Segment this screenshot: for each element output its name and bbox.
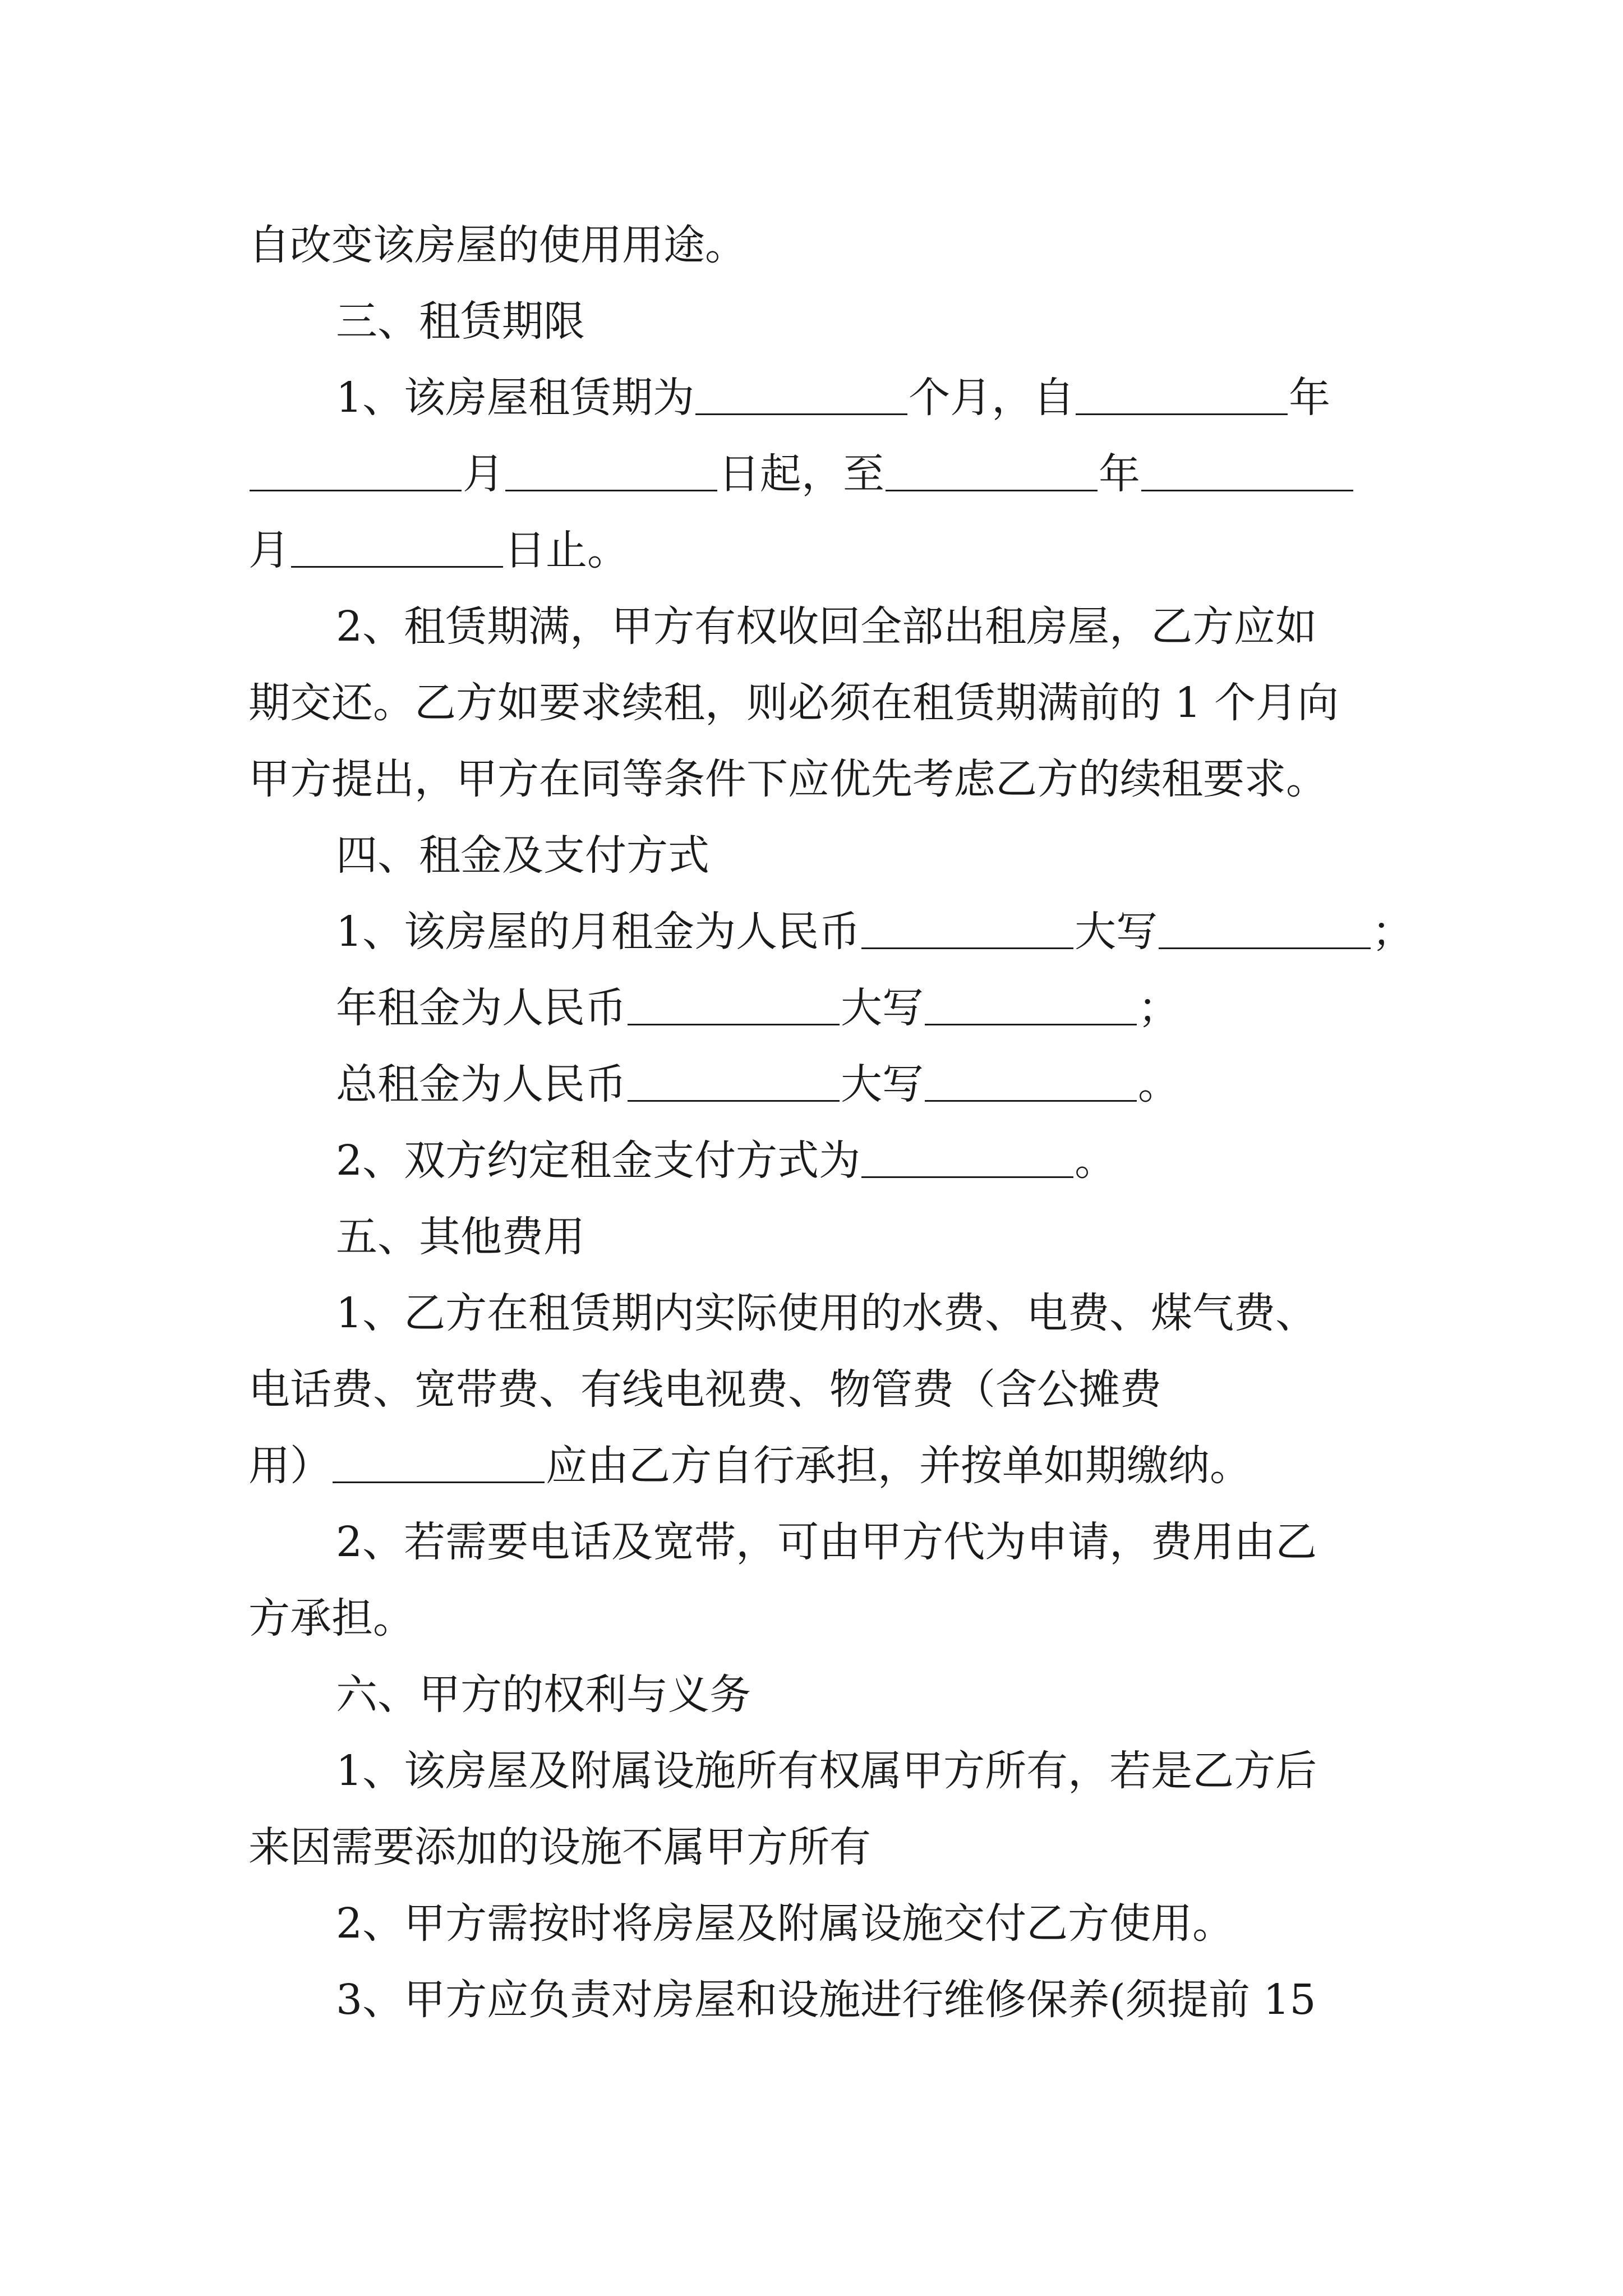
text: 3、甲方应负责对房屋和设施进行维修保养(须提前 15 <box>336 1976 1316 2024</box>
paragraph-line <box>336 1893 1234 1954</box>
text: 大写 <box>1075 908 1158 956</box>
lease-term-line <box>248 443 1354 505</box>
text: 日止。 <box>504 526 629 574</box>
paragraph-line <box>336 1740 1317 1802</box>
text: 年租金为人民币 <box>336 984 626 1032</box>
text: 。 <box>1138 1060 1179 1108</box>
text: 2、双方约定租金支付方式为 <box>336 1137 861 1185</box>
blank-field[interactable] <box>333 1440 545 1483</box>
blank-field[interactable] <box>695 372 907 415</box>
text: 六、甲方的权利与义务 <box>336 1671 751 1719</box>
text: 总租金为人民币 <box>336 1060 626 1108</box>
text: 2、租赁期满，甲方有权收回全部出租房屋，乙方应如 <box>336 602 1317 651</box>
section-heading <box>336 291 585 352</box>
text: ； <box>1138 984 1179 1032</box>
lease-term-line <box>336 367 1330 429</box>
text: 年 <box>1099 450 1140 498</box>
text: 年 <box>1289 374 1331 422</box>
blank-field[interactable] <box>628 982 840 1025</box>
paragraph-line <box>248 672 1339 734</box>
text: 用） <box>248 1442 331 1490</box>
blank-field[interactable] <box>291 524 503 568</box>
paragraph-line <box>248 748 1327 810</box>
rent-line <box>336 1053 1179 1115</box>
text: 日起，至 <box>718 450 884 498</box>
paragraph-line <box>336 596 1317 657</box>
paragraph-line <box>248 1588 414 1649</box>
blank-field[interactable] <box>861 1135 1073 1178</box>
text: 四、租金及支付方式 <box>336 831 709 880</box>
paragraph-line <box>336 1282 1317 1344</box>
paragraph-line <box>336 1969 1316 2031</box>
text: 月 <box>248 526 290 574</box>
text: 来因需要添加的设施不属甲方所有 <box>248 1823 871 1871</box>
blank-field[interactable] <box>1141 448 1353 491</box>
text: 2、甲方需按时将房屋及附属设施交付乙方使用。 <box>336 1899 1234 1948</box>
paragraph-line <box>248 1359 1161 1420</box>
text: 五、其他费用 <box>336 1213 585 1261</box>
text: 。 <box>1075 1137 1117 1185</box>
text: 甲方提出，甲方在同等条件下应优先考虑乙方的续租要求。 <box>248 755 1327 803</box>
blank-field[interactable] <box>505 448 717 491</box>
text: 月 <box>463 450 504 498</box>
paragraph-line <box>336 1511 1317 1573</box>
text: 大写 <box>841 984 924 1032</box>
blank-field[interactable] <box>925 1059 1137 1102</box>
text: ； <box>1372 908 1414 956</box>
rent-line <box>336 901 1413 963</box>
text: 1、该房屋租赁期为 <box>336 374 695 422</box>
blank-field[interactable] <box>250 448 462 491</box>
blank-field[interactable] <box>1076 372 1288 415</box>
text: 个月，自 <box>909 374 1075 422</box>
section-heading <box>336 1206 585 1268</box>
paragraph-line <box>248 214 746 276</box>
section-heading <box>336 1664 751 1726</box>
paragraph-line <box>248 1435 1251 1497</box>
blank-field[interactable] <box>1159 906 1371 949</box>
rent-line <box>336 977 1179 1039</box>
text: 2、若需要电话及宽带，可由甲方代为申请，费用由乙 <box>336 1518 1317 1566</box>
text: 应由乙方自行承担，并按单如期缴纳。 <box>546 1442 1251 1490</box>
blank-field[interactable] <box>886 448 1098 491</box>
text: 电话费、宽带费、有线电视费、物管费（含公摊费 <box>248 1365 1161 1414</box>
blank-field[interactable] <box>628 1059 840 1102</box>
paragraph-line <box>248 1816 871 1878</box>
blank-field[interactable] <box>861 906 1073 949</box>
text: 1、该房屋及附属设施所有权属甲方所有，若是乙方后 <box>336 1747 1317 1795</box>
text: 1、乙方在租赁期内实际使用的水费、电费、煤气费、 <box>336 1289 1317 1337</box>
text: 三、租赁期限 <box>336 297 585 346</box>
text: 期交还。乙方如要求续租，则必须在租赁期满前的 1 个月向 <box>248 679 1339 727</box>
text: 大写 <box>841 1060 924 1108</box>
payment-method-line <box>336 1130 1116 1191</box>
section-heading <box>336 825 709 886</box>
text: 1、该房屋的月租金为人民币 <box>336 908 861 956</box>
blank-field[interactable] <box>925 982 1137 1025</box>
text: 方承担。 <box>248 1594 414 1642</box>
text: 自改变该房屋的使用用途。 <box>248 221 746 269</box>
lease-term-line <box>248 519 629 581</box>
